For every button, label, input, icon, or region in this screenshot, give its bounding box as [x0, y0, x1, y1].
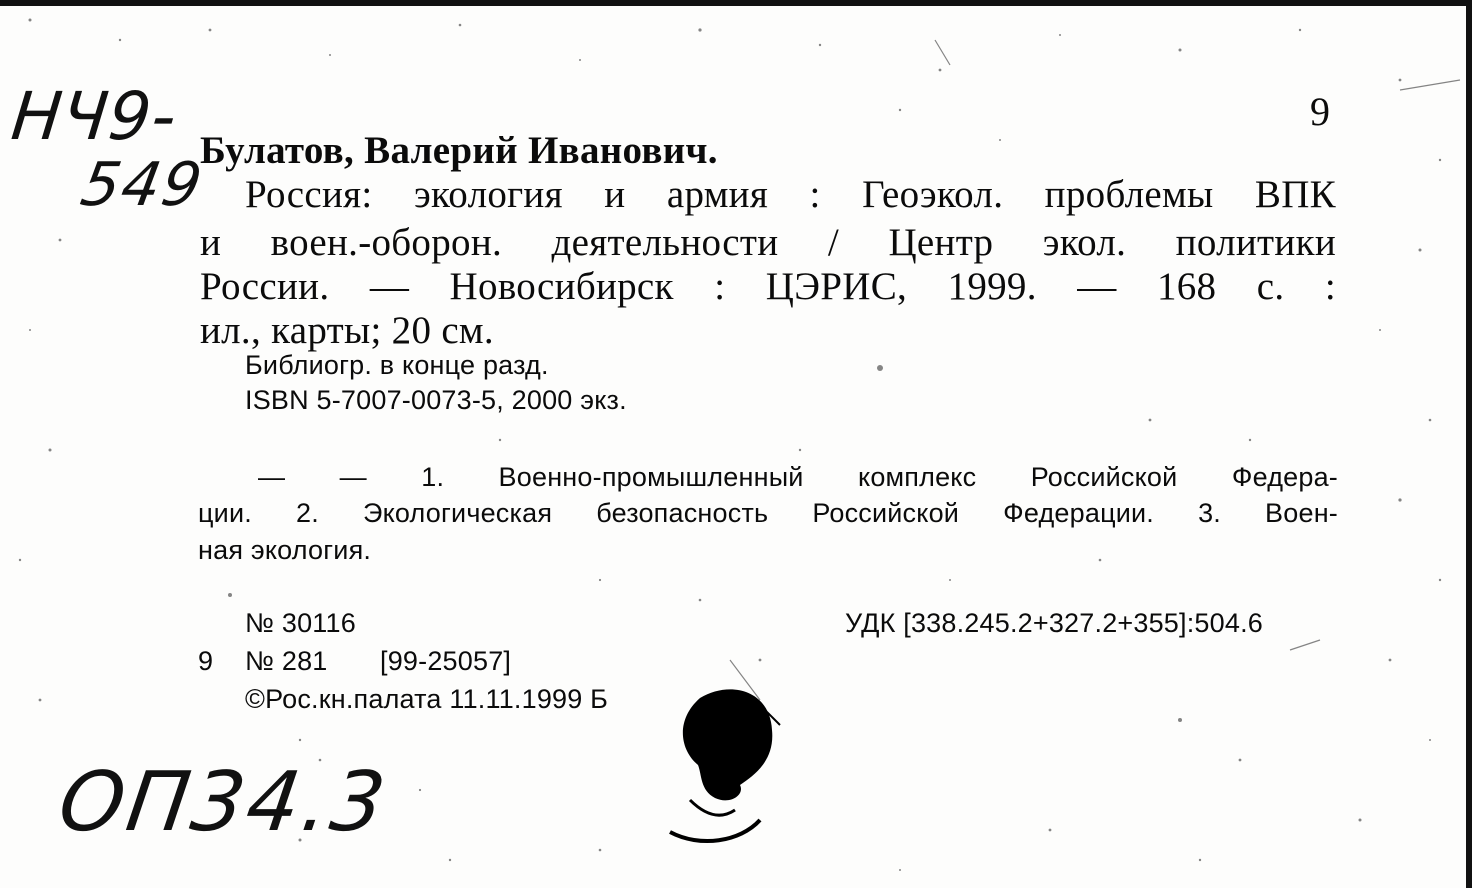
scan-edge-right [1466, 0, 1472, 888]
scan-edge-top [0, 0, 1472, 6]
page-number: 9 [1310, 89, 1331, 134]
author-heading: Булатов, Валерий Иванович. [200, 129, 718, 172]
handwritten-shelf-mark-2: 549 [75, 150, 209, 220]
registration-prefix: 9 [198, 646, 214, 676]
subjects-line-3: ная экология. [198, 535, 372, 565]
bibliography-note: Библиогр. в конце разд. [245, 350, 549, 380]
handwritten-bottom-mark: ОП34.3 [53, 755, 394, 850]
card-number: № 30116 [245, 608, 356, 638]
subjects-line-2: ции. 2. Экологическая безопасность Российской Федерации. 3. Воен- [198, 498, 1338, 528]
subjects-line-1: — — 1. Военно-промышленный комплекс Российской Федера- [258, 462, 1338, 492]
isbn-note: ISBN 5-7007-0073-5, 2000 экз. [245, 385, 627, 415]
udc-classification: УДК [338.245.2+327.2+355]:504.6 [845, 608, 1263, 638]
registration-number: № 281 [245, 646, 328, 676]
ink-blot [660, 680, 800, 860]
title-line-4: ил., карты; 20 см. [200, 309, 494, 352]
title-line-1: Россия: экология и армия : Геоэкол. проблемы ВПК [245, 173, 1336, 216]
copyright-line: ©Рос.кн.палата 11.11.1999 Б [245, 684, 609, 714]
registration-reference: [99-25057] [380, 646, 512, 676]
title-line-2: и воен.-оборон. деятельности / Центр экол. политики [200, 221, 1336, 264]
title-line-3: России. — Новосибирск : ЦЭРИС, 1999. — 168 с. : [200, 265, 1336, 308]
handwritten-shelf-mark-1: НЧ9- [7, 78, 181, 155]
